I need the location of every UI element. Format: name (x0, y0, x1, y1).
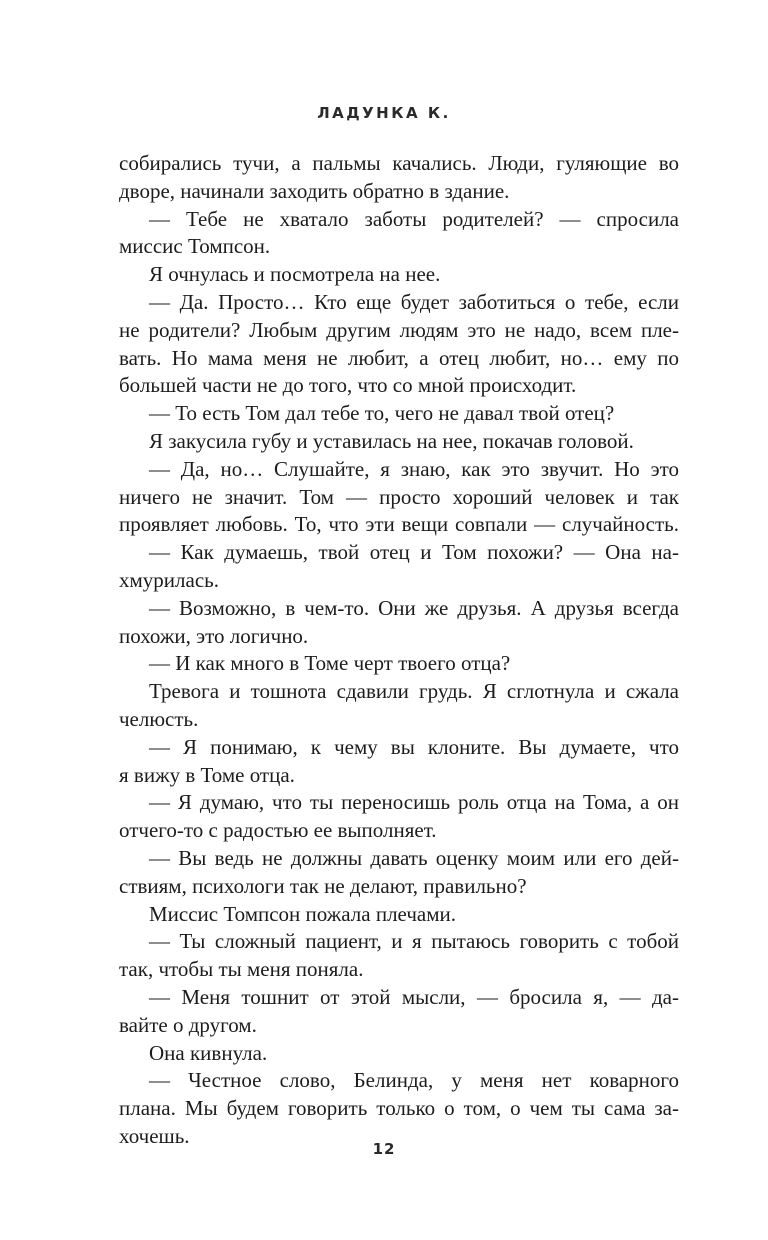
body-text (119, 150, 679, 1151)
text-line: проявляет любовь. То, что эти вещи совпали — случайность. (119, 512, 679, 537)
text-line: — Да, но… Слушайте, я знаю, как это звучит. Но это (149, 456, 679, 481)
text-line: — Меня тошнит от этой мысли, — бросила я, — да- (149, 984, 679, 1009)
text-line: большей части не до того, что со мной происходит. (119, 373, 577, 398)
text-line: плана. Мы будем говорить только о том, о чем ты сама за- (119, 1096, 679, 1121)
text-line: ствиям, психологи так не делают, правильно? (119, 873, 527, 898)
text-line: Миссис Томпсон пожала плечами. (149, 901, 457, 926)
text-line: собирались тучи, а пальмы качались. Люди, гуляющие во (119, 151, 679, 175)
text-line: миссис Томпсон. (119, 234, 271, 259)
running-head: ЛАДУНКА К. (317, 104, 451, 122)
text-line: хочешь. (119, 1123, 190, 1148)
text-line: Я закусила губу и уставилась на нее, покачав головой. (149, 428, 634, 453)
text-line: не родители? Любым другим людям это не надо, всем пле- (119, 317, 679, 342)
text-line: похожи, это логично. (119, 623, 309, 648)
text-line: вать. Но мама меня не любит, а отец любит, но… ему по (119, 345, 679, 370)
text-line: — Возможно, в чем-то. Они же друзья. А друзья всегда (149, 595, 679, 620)
text-line: я вижу в Томе отца. (119, 762, 295, 787)
text-line: — Как думаешь, твой отец и Том похожи? — Она на- (149, 540, 679, 565)
text-line: — Ты сложный пациент, и я пытаюсь говорить с тобой (149, 929, 679, 954)
text-line: — Честное слово, Белинда, у меня нет коварного (149, 1068, 679, 1093)
text-line: — Вы ведь не должны давать оценку моим или его дей- (149, 845, 679, 870)
text-line: — И как много в Томе черт твоего отца? (149, 651, 511, 676)
text-line: Она кивнула. (149, 1040, 268, 1065)
text-line: отчего-то с радостью ее выполняет. (119, 818, 437, 843)
text-line: — Я понимаю, к чему вы клоните. Вы думаете, что (149, 734, 679, 759)
page-number: 12 (372, 1140, 396, 1158)
text-line: — То есть Том дал тебе то, чего не давал твой отец? (149, 401, 615, 426)
text-line: Тревога и тошнота сдавили грудь. Я сглотнула и сжала (149, 679, 679, 704)
text-line: челюсть. (119, 706, 199, 731)
text-line: дворе, начинали заходить обратно в здание. (119, 178, 510, 203)
text-line: ничего не значит. Том — просто хороший человек и так (119, 484, 679, 509)
text-line: Я очнулась и посмотрела на нее. (149, 262, 441, 287)
text-line: хмурилась. (119, 567, 219, 592)
text-line: так, чтобы ты меня поняла. (119, 957, 364, 982)
text-line: — Я думаю, что ты переносишь роль отца на Тома, а он (149, 790, 679, 815)
text-line: — Тебе не хватало заботы родителей? — спросила (149, 206, 679, 231)
text-line: вайте о другом. (119, 1012, 257, 1037)
text-line: — Да. Просто… Кто еще будет заботиться о тебе, если (149, 289, 679, 314)
